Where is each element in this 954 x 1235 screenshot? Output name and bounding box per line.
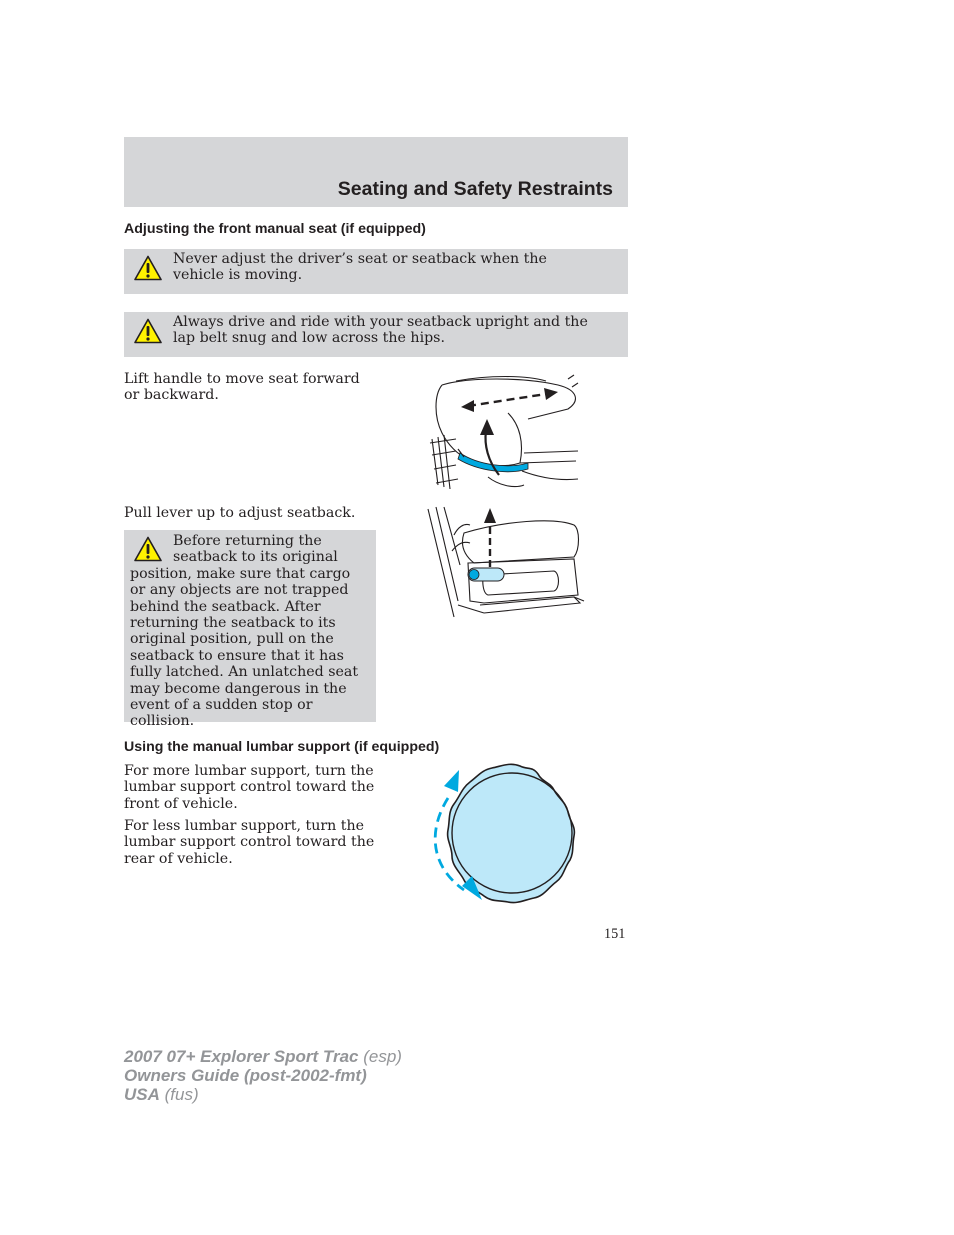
lumbar-more-instruction: For more lumbar support, turn the lumbar support control toward the front of vehicle.	[124, 763, 375, 812]
document-footer	[124, 1047, 402, 1104]
warning-triangle-icon	[134, 255, 162, 281]
seatback-lever-instruction: Pull lever up to adjust seatback.	[124, 505, 356, 521]
front-seat-heading: Adjusting the front manual seat (if equipped)	[124, 221, 426, 237]
seat-fore-aft-handle-illustration	[428, 373, 580, 491]
lumbar-knob-illustration	[424, 762, 576, 904]
warning-text-seatback-latch: Before returning the seatback to its original position, make sure that cargo or any objects are not trapped behind the seatback. After returning the seatback to its original position, pull on the seatback to ensure that it has fully latched. An unlatched seat may become dangerous in the event of a sudden stop or collision.	[130, 533, 359, 730]
section-header-band	[124, 137, 628, 207]
footer-line-3: USA (fus)	[124, 1085, 199, 1104]
warning-box-seatback-latch	[124, 530, 376, 730]
warning-triangle-icon	[134, 318, 162, 344]
page-number: 151	[604, 926, 626, 942]
warning-box-driver-seat	[124, 249, 628, 294]
warning-text-seatback-upright: Always drive and ride with your seatback upright and the lap belt snug and low across the hips.	[173, 314, 588, 347]
warning-text-driver-seat: Never adjust the driver’s seat or seatback when the vehicle is moving.	[173, 251, 547, 284]
lumbar-less-instruction: For less lumbar support, turn the lumbar support control toward the rear of vehicle.	[124, 818, 375, 867]
warning-text-seatback-latch-wrap	[130, 533, 370, 730]
section-title: Seating and Safety Restraints	[337, 178, 613, 200]
seatback-lever-illustration	[424, 505, 588, 625]
footer-line-2: Owners Guide (post-2002-fmt)	[124, 1066, 367, 1085]
lift-handle-instruction: Lift handle to move seat forward or backward.	[124, 371, 360, 404]
footer-line-1: 2007 07+ Explorer Sport Trac (esp)	[124, 1047, 402, 1066]
warning-box-seatback-upright	[124, 312, 628, 357]
lumbar-heading: Using the manual lumbar support (if equipped)	[124, 739, 440, 755]
